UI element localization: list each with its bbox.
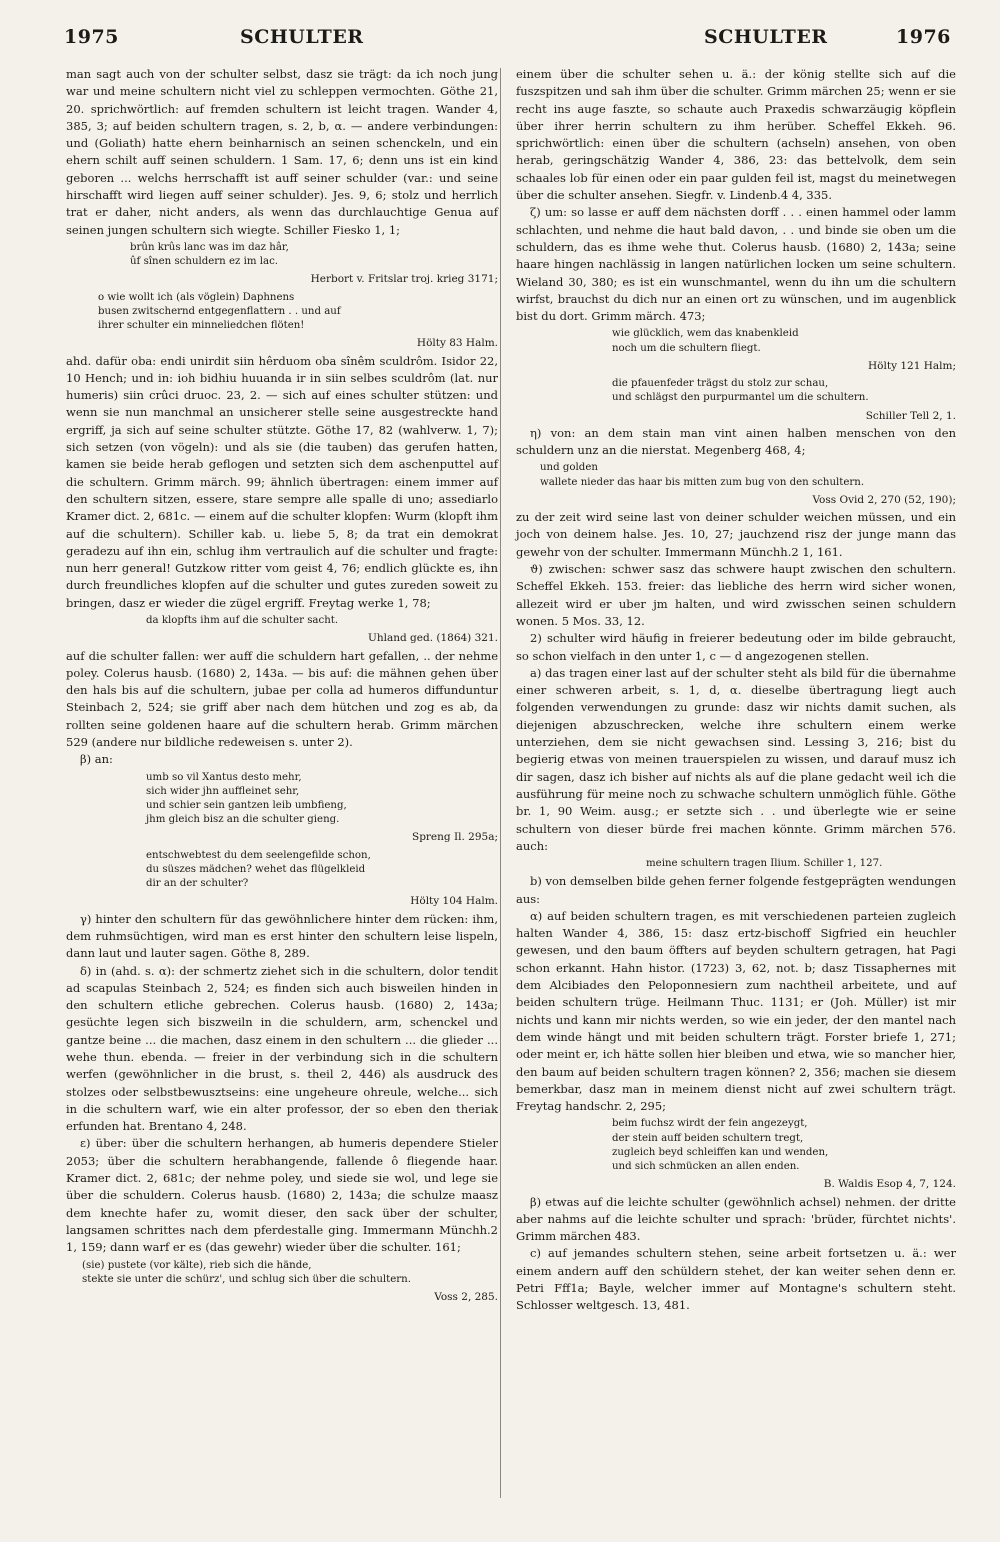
quote-source: Herbort v. Fritslar troj. krieg 3171; [310,273,498,286]
verse-quote: o wie wollt ich (als vöglein) Daphnens busen zwitschernd entgegenflattern . . und auf ihrer schulter ein minneliedchen flöten! [98,291,341,332]
paragraph: a) das tragen einer last auf der schulter steht als bild für die übernahme einer schweren arbeit, s. 1, d, α. dieselbe übertragung liegt auch folgenden verwendungen zu grunde: dasz wir nichts damit suchen, als diejenigen abzuschrecken, welche ihre schultern einem werke unterziehen, dem sie nicht gewachsen sind. Lessing 3, 216; bist du begierig etwas von meinen trauerspielen zu wissen, und darauf musz ich dir sagen, dasz ich bisher auf nichts als auf die plane gedacht weil ich die ausführung für meine noch zu schwache schultern unmöglich fühle. Göthe br. 1, 90 Weim. ausg.; er setzte sich . . und überlegte wie er seine schultern von dieser bürde frei machen könnte. Grimm märchen 576. auch: [516,665,956,853]
section-marker: β) an: [80,752,113,767]
running-head-right: SCHULTER [704,26,828,48]
verse-quote: da klopfts ihm auf die schulter sacht. [146,615,339,627]
paragraph: man sagt auch von der schulter selbst, dasz sie trägt: da ich noch jung war und meine schultern nicht viel zu schleppen vermochten. Göthe 21, 20. sprichwörtlich: auf fremden schultern ist leicht tragen. Wander 4, 385, 3; auf beiden schultern tragen, s. 2, b, α. — andere verbindungen: und (Goliath) hatte ehern beinharnisch an seinen schenckeln, und ein ehern schilt auff seinen schuldern. 1 Sam. 17, 6; denn uns ist ein kind geboren ... welchs herrschafft ist auff seiner schulder (var.: und seine hirschafft wird liegen auff seiner schulder). Jes. 9, 6; stolz und herrlich trat er daher, nicht anders, als wenn das durchlauchtige Genua auf seinen jungen schultern sich wiegte. Schiller Fiesko 1, 1; [66,67,498,237]
verse-quote: (sie) pustete (vor kälte), rieb sich die hände, stekte sie unter die schürz', und schlug sich über die schultern. [82,1259,411,1285]
quote-source: B. Waldis Esop 4, 7, 124. [823,1178,956,1191]
quote-source: Schiller Tell 2, 1. [865,409,956,422]
quote-source: Spreng Il. 295a; [412,831,498,844]
paragraph: α) auf beiden schultern tragen, es mit verschiedenen parteien zugleich halten Wander 4, 386, 15: dasz ertz-bischoff Sigfried ein heuchler gewesen, und den baum öffters auf beyden schultern getragen, hat Pagi schon erkannt. Hahn histor. (1723) 3, 62, not. b; dasz Tissaphernes mit dem Alcibiades den Peloponnesiern zum nachtheil arbeitete, und auf beiden schultern trüge. Heilmann Thuc. 1131; er (Joh. Müller) ist mir nichts und kann mir nichts werden, so wie ein jeder, der den mantel nach dem winde hängt und mit beiden schultern trägt. Forster briefe 1, 271; oder meint er, ich hätte sollen hier bleiben und etwa, wie so mancher hier, den baum auf beiden schultern tragen können? 2, 356; machen sie diesem bemerkbar, dasz man in meinem dienst nicht auf zwei schultern trägt. Freytag handschr. 2, 295; [516,908,956,1114]
paragraph: b) von demselben bilde gehen ferner folgende festgeprägten wendungen aus: [516,874,956,906]
page-number-right: 1976 [896,26,951,48]
quote-source: Hölty 121 Halm; [868,359,956,372]
paragraph: ϑ) zwischen: schwer sasz das schwere haupt zwischen den schultern. Scheffel Ekkeh. 153. freier: das liebliche des herrn wird sicher wonen, allezeit wird er uber jm halten, und wird zwisschen seinen schuldern wonen. 5 Mos. 33, 12. [516,562,956,628]
paragraph: zu der zeit wird seine last von deiner schulder weichen müssen, und ein joch von deinem halse. Jes. 10, 27; jauchzend risz der junge mann das gewehr von der schulter. Immermann Münchh.2 1, 161. [516,510,956,559]
quote-source: Voss Ovid 2, 270 (52, 190); [812,493,956,506]
quote-source: Voss 2, 285. [434,1290,498,1303]
verse-quote: entschwebtest du dem seelengefilde schon, du süszes mädchen? wehet das flügelkleid dir an der schulter? [146,849,371,890]
verse-quote: meine schultern tragen Ilium. Schiller 1, 127. [646,858,883,870]
paragraph: ζ) um: so lasse er auff dem nächsten dorff . . . einen hammel oder lamm schlachten, und nehme die haut bald davon, . . und binde sie oben um die schuldern, das es ihme wehe thut. Colerus hausb. (1680) 2, 143a; seine haare hingen nachlässig in langen natürlichen locken um seine schultern. Wieland 30, 380; es ist ein wunschmantel, wenn du ihn um die schultern wirfst, brauchst du dich nur an einen ort zu wünschen, und im augenblick bist du dort. Grimm märch. 473; [516,205,956,324]
verse-quote: brûn krûs lanc was im daz hâr, ûf sînen schuldern ez im lac. [130,241,289,268]
paragraph: 2) schulter wird häufig in freierer bedeutung oder im bilde gebraucht, so schon vielfach in den unter 1, c — d angezogenen stellen. [516,631,956,663]
paragraph: ahd. dafür oba: endi unirdit siin hêrduom oba sînêm sculdrôm. Isidor 22, 10 Hench; und in: ioh bidhiu huuanda ir in siin selbes sculdrôm (lat. nur humeris) siin crûci druoc. 23, 2. — sich auf eines schulter stützen: und wenn sie nun manchmal an unsicherer stelle seine ausgestreckte hand ergriff, ja sich auf seine schulter stützte. Göthe 17, 82 (wahlverw. 1, 7); sich setzen (von vögeln): und als sie (die tauben) das gerufen hatten, kamen sie beide herab geflogen und setzten sich dem aschenputtel auf die schultern. Grimm märch. 99; ähnlich übertragen: einem immer auf den schultern sitzen, essere, stare sempre alle spalle di uno; assediarlo Kramer dict. 2, 681c. — einem auf die schulter klopfen: Wurm (klopft ihm auf die schultern). Schiller kab. u. liebe 5, 8; da trat ein demokrat geradezu auf ihn ein, schlug ihm vertraulich auf die schulter und fragte: nun herr general! Gutzkow ritter vom geist 4, 76; endlich glückte es, ihn durch freundliches klopfen auf die schulter und gutes zureden soweit zu bringen, dasz er wieder die zügel ergriff. Freytag werke 1, 78; [66,353,498,610]
quote-source: Hölty 83 Halm. [416,337,498,350]
paragraph: β) etwas auf die leichte schulter (gewöhnlich achsel) nehmen. der dritte aber nahms auf die leichte schulter und sprach: 'brüder, fürchtet nichts'. Grimm märchen 483. [516,1194,956,1244]
paragraph: ε) über: über die schultern herhangen, ab humeris dependere Stieler 2053; über die schultern herabhangende, fallende ô fliegende haar. Kramer dict. 2, 681c; der nehme poley, und siede sie wol, und lege sie über die schuldern. Colerus hausb. (1680) 2, 143a; die schulze maasz dem knechte hafer zu, womit dieser, den sack über der schulter, langsamen schrittes nach dem pferdestalle ging. Immermann Münchh.2 1, 159; dann warf er es (das gewehr) wieder über die schulter. 161; [66,1136,498,1255]
paragraph: auf die schulter fallen: wer auff die schuldern hart gefallen, .. der nehme poley. Colerus hausb. (1680) 2, 143a. — bis auf: die mähnen gehen über den hals bis auf die schultern, jubae per colla ad humeros diffunduntur Steinbach 2, 524; sie griff aber nach dem hütchen und zog es ab, da rollten seine goldenen haare auf die schultern herab. Grimm märchen 529 (andere nur bildliche redeweisen s. unter 2). [66,648,498,750]
quote-source: Hölty 104 Halm. [410,895,498,908]
verse-quote: beim fuchsz wirdt der fein angezeygt, der stein auff beiden schultern tregt, zugleich beyd schleiffen kan und wenden, und sich schmücken an allen enden. [612,1118,829,1173]
verse-quote: umb so vil Xantus desto mehr, sich wider jhn auffleinet sehr, und schier sein gantzen leib umbfieng, jhm gleich bisz an die schulter gieng. [146,771,347,826]
verse-quote: wie glücklich, wem das knabenkleid noch um die schultern fliegt. [612,328,799,354]
paragraph: c) auf jemandes schultern stehen, seine arbeit fortsetzen u. ä.: wer einem andern auff den schüldern stehet, der kan weiter sehen denn er. Petri Fff1a; Bayle, welcher immer auf Montagne's schultern steht. Schlosser weltgesch. 13, 481. [516,1246,956,1313]
left-column [66,66,498,1306]
paragraph: γ) hinter den schultern für das gewöhnlichere hinter dem rücken: ihm, dem ruhmsüchtigen, wird man es erst hinter den schultern leise lispeln, dann laut und lauter sagen. Göthe 8, 289. [66,911,498,961]
verse-quote: die pfauenfeder trägst du stolz zur schau, und schlägst den purpurmantel um die schultern. [612,378,869,404]
running-head-left: SCHULTER [240,26,364,48]
quote-source: Uhland ged. (1864) 321. [367,632,498,645]
right-column [516,66,956,1315]
page-number-left: 1975 [64,26,119,48]
paragraph: δ) in (ahd. s. α): der schmertz ziehet sich in die schultern, dolor tendit ad scapulas Steinbach 2, 524; es finden sich auch bisweilen hinden in den schultern etliche gebrechen. Colerus hausb. (1680) 2, 143a; gesüchte legen sich biszweiln in die schuldern, arm, schenckel und gantze beine ... die machen, dasz einem in den schultern ... die glieder ... wehe thun. ebenda. — freier in der verbindung sich in die schultern werfen (gewöhnlicher in die brust, s. theil 2, 446) als ausdruck des stolzes oder selbstbewusztseins: eine ungeheure ohreule, welche... sich in die schultern warf, wie ein alter professor, der so eben den theriak erfunden hat. Brentano 4, 248. [66,963,498,1134]
verse-quote: und golden wallete nieder das haar bis mitten zum bug von den schultern. [540,462,865,488]
column-divider [500,68,501,1498]
paragraph: η) von: an dem stain man vint ainen halben menschen von den schuldern unz an die nierstat. Megenberg 468, 4; [516,425,956,458]
paragraph: einem über die schulter sehen u. ä.: der könig stellte sich auf die fuszspitzen und sah ihm über die schulter. Grimm märchen 25; wenn er sie recht ins auge faszte, so schaute auch Praxedis schwarzäugig köpflein über ihrer herrin schultern zu ihm herüber. Scheffel Ekkeh. 96. sprichwörtlich: einen über die schultern (achseln) ansehen, von oben herab, geringschätzig Wander 4, 386, 23: das bettelvolk, dem sein schaales lob für einen oder ein paar gulden feil ist, magst du meinetwegen über die schulter ansehen. Siegfr. v. Lindenb.4 4, 335. [516,67,956,203]
